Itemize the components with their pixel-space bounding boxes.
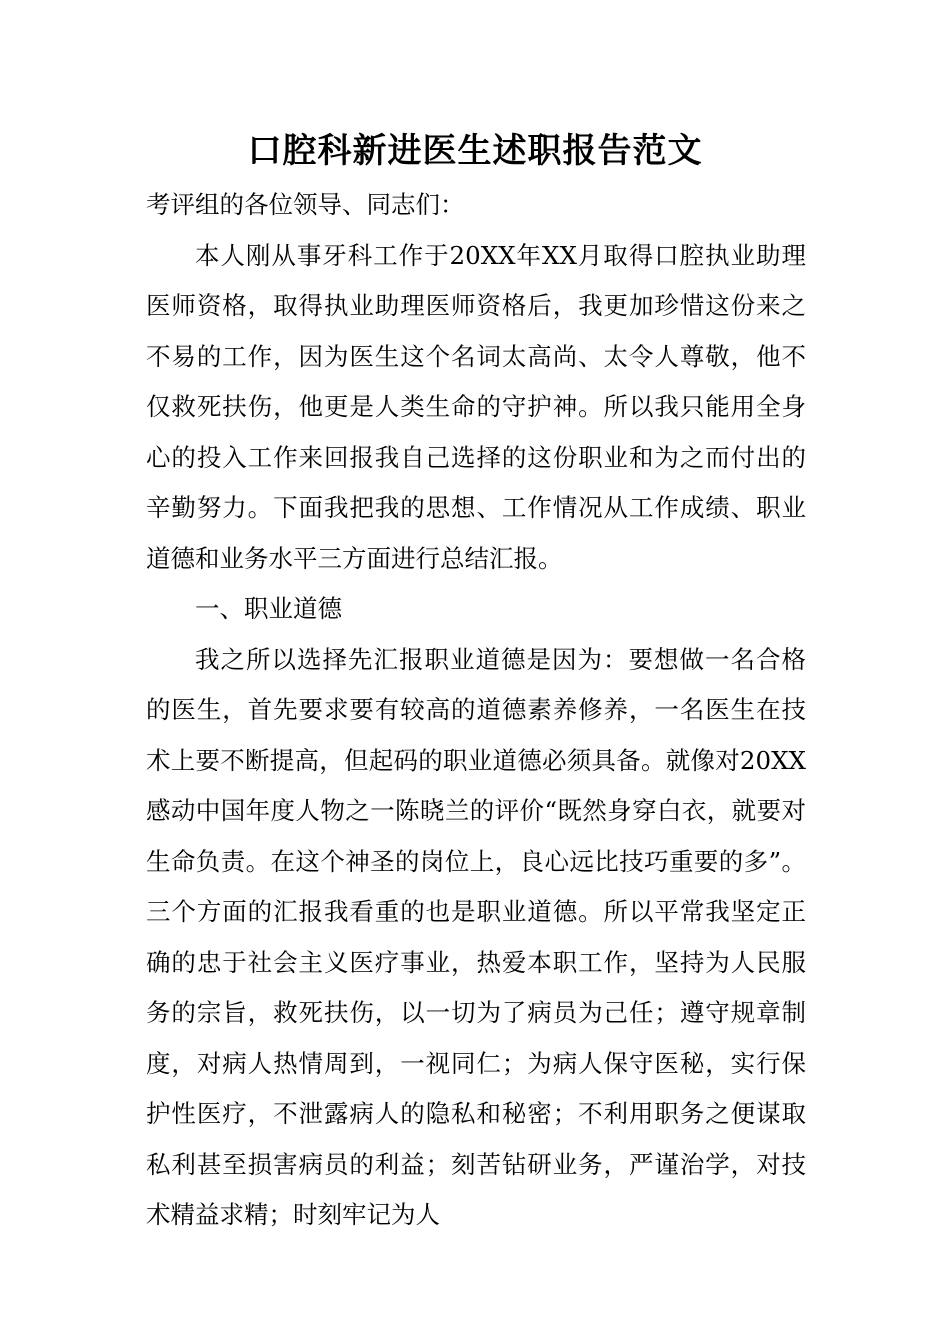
- document-title: 口腔科新进医生述职报告范文: [247, 131, 703, 171]
- paragraph-professional-ethics: 我之所以选择先汇报职业道德是因为：要想做一名合格的医生，首先要求要有较高的道德素养修养，一名医生在技术上要不断提高，但起码的职业道德必须具备。就像对20XX感动中国年度人物之一陈晓兰的评价“既然身穿白衣，就要对生命负责。在这个神圣的岗位上，良心远比技巧重要的多”。三个方面的汇报我看重的也是职业道德。所以平常我坚定正确的忠于社会主义医疗事业，热爱本职工作，坚持为人民服务的宗旨，救死扶伤，以一切为了病员为己任；遵守规章制度，对病人热情周到，一视同仁；为病人保守医秘，实行保护性医疗，不泄露病人的隐私和秘密；不利用职务之便谋取私利甚至损害病员的利益；刻苦钻研业务，严谨治学，对技术精益求精；时刻牢记为人: [146, 644, 806, 1229]
- document-body: [146, 180, 806, 1241]
- section-heading-professional-ethics: 一、职业道德: [195, 594, 342, 623]
- paragraph-intro: 本人刚从事牙科工作于20XX年XX月取得口腔执业助理医师资格，取得执业助理医师资格后，我更加珍惜这份来之不易的工作，因为医生这个名词太高尚、太令人尊敬，他不仅救死扶伤，他更是人类生命的守护神。所以我只能用全身心的投入工作来回报我自己选择的这份职业和为之而付出的辛勤努力。下面我把我的思想、工作情况从工作成绩、职业道德和业务水平三方面进行总结汇报。: [146, 240, 806, 573]
- salutation: 考评组的各位领导、同志们：: [146, 190, 465, 219]
